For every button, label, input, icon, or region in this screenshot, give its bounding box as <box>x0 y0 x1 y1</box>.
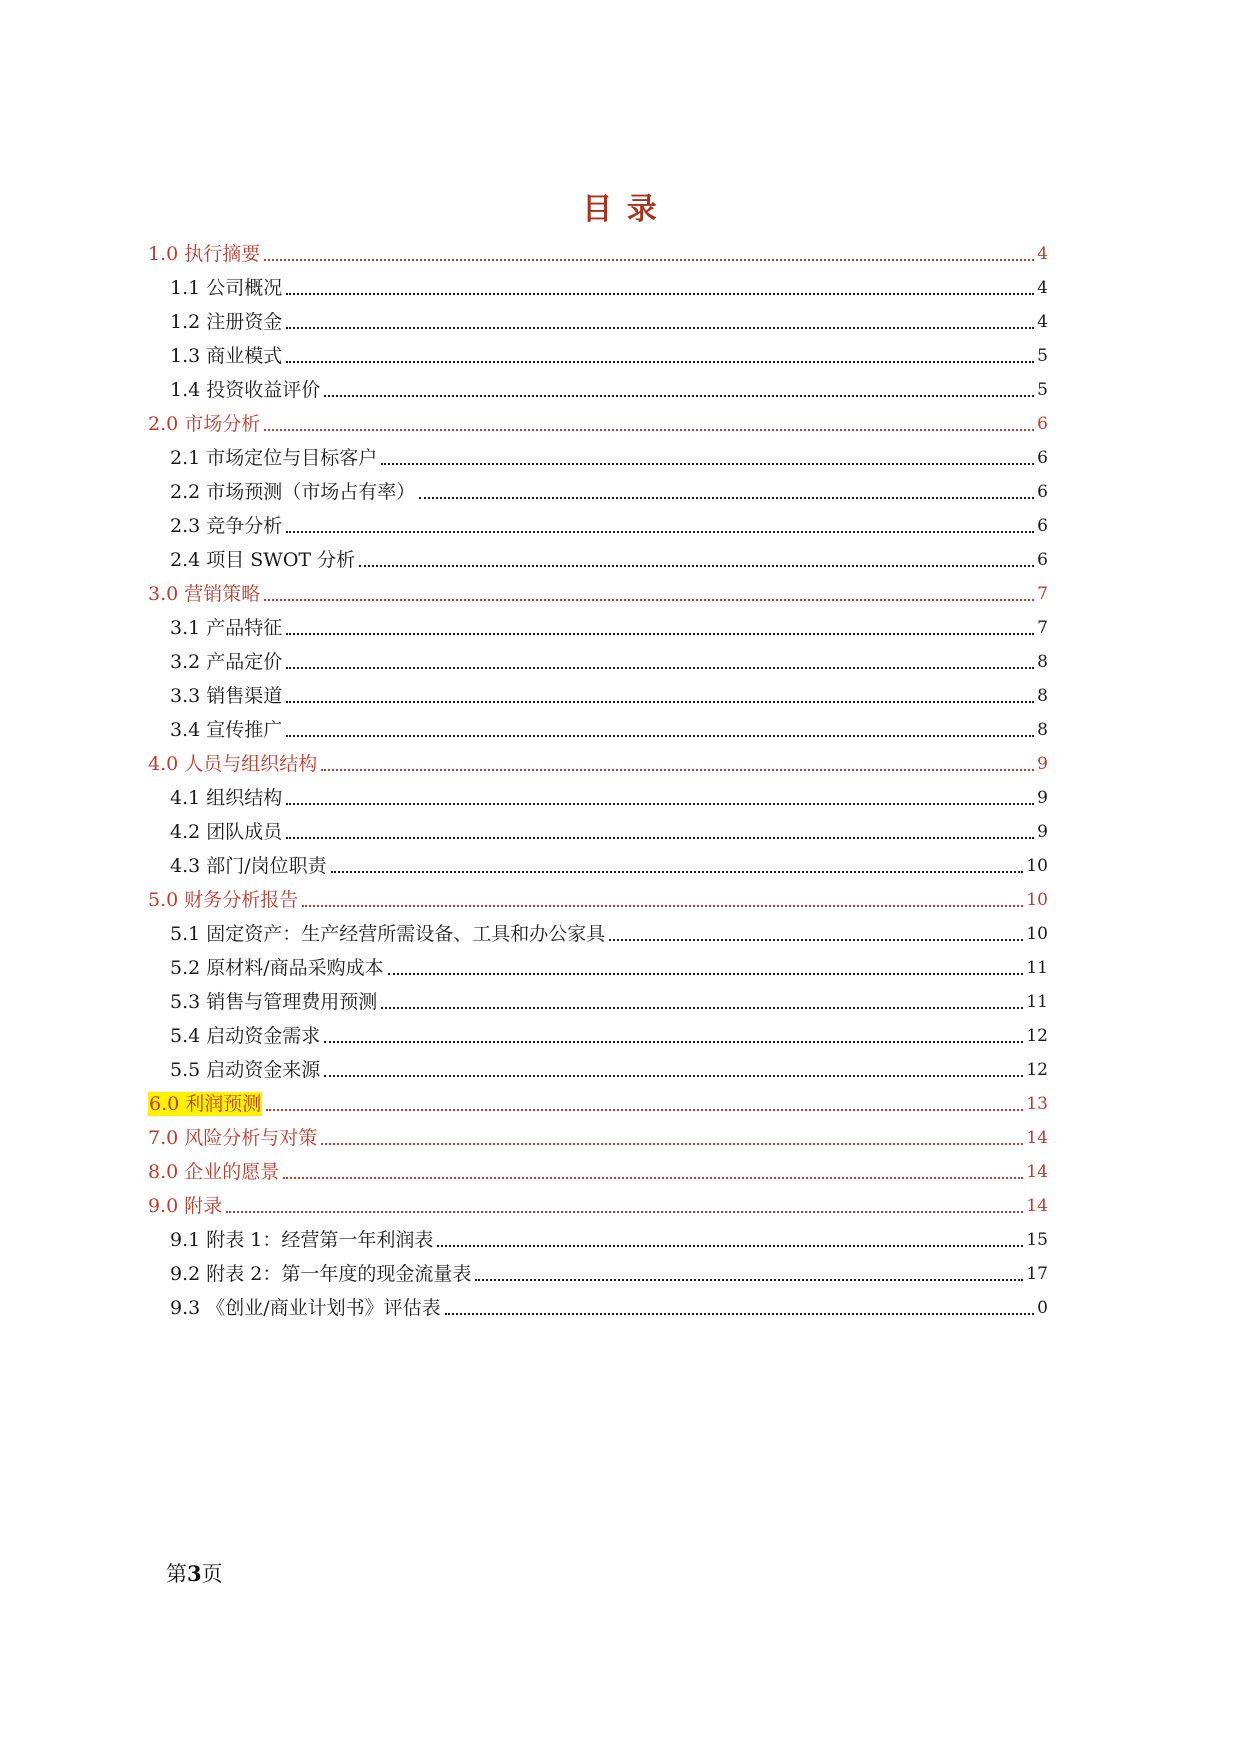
toc-entry-page-number: 12 <box>1026 1060 1048 1080</box>
toc-entry-page-number: 11 <box>1026 992 1048 1012</box>
toc-entry-page-number: 6 <box>1037 448 1048 468</box>
toc-entry-label: 8.0 企业的愿景 <box>148 1161 280 1183</box>
toc-dot-leader <box>286 293 1034 295</box>
toc-entry-page-number: 9 <box>1037 788 1048 808</box>
toc-dot-leader <box>302 905 1023 907</box>
toc-dot-leader <box>264 599 1034 601</box>
toc-section-entry[interactable] <box>148 470 1048 504</box>
toc-dot-leader <box>266 1109 1023 1111</box>
toc-entry-page-number: 6 <box>1037 414 1048 434</box>
toc-entry-label: 3.2 产品定价 <box>170 651 283 673</box>
toc-entry-label: 1.1 公司概况 <box>170 277 283 299</box>
toc-section-entry[interactable] <box>148 606 1048 640</box>
toc-section-entry[interactable] <box>148 1286 1048 1320</box>
toc-dot-leader <box>286 701 1034 703</box>
toc-dot-leader <box>286 837 1034 839</box>
toc-chapter-entry[interactable] <box>148 1184 1048 1218</box>
toc-entry-page-number: 4 <box>1037 278 1048 298</box>
toc-dot-leader <box>264 429 1034 431</box>
toc-chapter-entry[interactable] <box>148 1150 1048 1184</box>
toc-entry-label: 1.0 执行摘要 <box>148 243 261 265</box>
toc-entry-page-number: 7 <box>1037 618 1048 638</box>
page-title: 目 录 <box>582 192 659 227</box>
toc-entry-label: 1.3 商业模式 <box>170 345 283 367</box>
toc-dot-leader <box>286 327 1034 329</box>
toc-section-entry[interactable] <box>148 844 1048 878</box>
toc-entry-page-number: 14 <box>1026 1196 1048 1216</box>
toc-entry-label: 9.1 附表 1：经营第一年利润表 <box>170 1229 434 1251</box>
toc-entry-label: 4.3 部门/岗位职责 <box>170 855 327 877</box>
toc-dot-leader <box>321 1143 1023 1145</box>
toc-entry-page-number: 10 <box>1026 890 1048 910</box>
toc-entry-page-number: 10 <box>1026 856 1048 876</box>
toc-chapter-entry[interactable] <box>148 878 1048 912</box>
toc-dot-leader <box>445 1313 1035 1315</box>
toc-dot-leader <box>286 667 1034 669</box>
toc-dot-leader <box>286 633 1034 635</box>
footer-prefix: 第 <box>166 1562 187 1586</box>
toc-entry-label: 4.0 人员与组织结构 <box>148 753 318 775</box>
toc-entry-label: 5.1 固定资产：生产经营所需设备、工具和办公家具 <box>170 923 606 945</box>
toc-entry-label: 2.0 市场分析 <box>148 413 261 435</box>
toc-dot-leader <box>264 259 1034 261</box>
toc-chapter-entry[interactable] <box>148 572 1048 606</box>
toc-dot-leader <box>609 939 1023 941</box>
toc-section-entry[interactable] <box>148 980 1048 1014</box>
toc-section-entry[interactable] <box>148 1218 1048 1252</box>
toc-entry-page-number: 13 <box>1026 1094 1048 1114</box>
toc-dot-leader <box>324 1075 1023 1077</box>
toc-entry-label: 4.2 团队成员 <box>170 821 283 843</box>
toc-entry-label: 9.3 《创业/商业计划书》评估表 <box>170 1297 441 1319</box>
toc-entry-label: 5.5 启动资金来源 <box>170 1059 321 1081</box>
toc-dot-leader <box>324 395 1034 397</box>
toc-dot-leader <box>359 565 1034 567</box>
table-of-contents <box>148 232 1048 1320</box>
toc-dot-leader <box>324 1041 1023 1043</box>
toc-entry-page-number: 4 <box>1037 312 1048 332</box>
toc-section-entry[interactable] <box>148 1252 1048 1286</box>
toc-section-entry[interactable] <box>148 912 1048 946</box>
toc-entry-page-number: 8 <box>1037 720 1048 740</box>
toc-dot-leader <box>286 361 1034 363</box>
toc-entry-page-number: 11 <box>1026 958 1048 978</box>
toc-entry-label: 1.4 投资收益评价 <box>170 379 321 401</box>
toc-entry-page-number: 15 <box>1026 1230 1048 1250</box>
toc-entry-page-number: 8 <box>1037 686 1048 706</box>
toc-section-entry[interactable] <box>148 436 1048 470</box>
toc-dot-leader <box>437 1245 1023 1247</box>
toc-chapter-entry[interactable] <box>148 1116 1048 1150</box>
toc-entry-label: 3.0 营销策略 <box>148 583 261 605</box>
toc-entry-label: 3.4 宣传推广 <box>170 719 283 741</box>
toc-section-entry[interactable] <box>148 776 1048 810</box>
toc-section-entry[interactable] <box>148 810 1048 844</box>
page-footer <box>166 1558 223 1588</box>
toc-entry-page-number: 12 <box>1026 1026 1048 1046</box>
toc-entry-label: 3.3 销售渠道 <box>170 685 283 707</box>
toc-entry-page-number: 5 <box>1037 346 1048 366</box>
toc-chapter-entry[interactable] <box>148 232 1048 266</box>
toc-entry-page-number: 6 <box>1037 516 1048 536</box>
toc-dot-leader <box>331 871 1024 873</box>
toc-section-entry[interactable] <box>148 334 1048 368</box>
toc-section-entry[interactable] <box>148 708 1048 742</box>
toc-dot-leader <box>388 973 1024 975</box>
toc-entry-page-number: 4 <box>1037 244 1048 264</box>
toc-entry-label: 4.1 组织结构 <box>170 787 283 809</box>
toc-entry-page-number: 17 <box>1026 1264 1048 1284</box>
toc-dot-leader <box>286 531 1034 533</box>
toc-entry-label: 3.1 产品特征 <box>170 617 283 639</box>
toc-entry-label: 9.0 附录 <box>148 1195 223 1217</box>
toc-chapter-entry[interactable] <box>148 402 1048 436</box>
toc-entry-label: 2.4 项目 SWOT 分析 <box>170 549 356 571</box>
toc-entry-label: 1.2 注册资金 <box>170 311 283 333</box>
toc-entry-label: 2.1 市场定位与目标客户 <box>170 447 378 469</box>
toc-dot-leader <box>226 1211 1023 1213</box>
footer-page-number: 3 <box>187 1561 202 1586</box>
toc-entry-page-number: 8 <box>1037 652 1048 672</box>
toc-section-entry[interactable] <box>148 640 1048 674</box>
toc-entry-label: 2.2 市场预测（市场占有率） <box>170 481 416 503</box>
toc-section-entry[interactable] <box>148 946 1048 980</box>
toc-entry-label: 6.0 利润预测 <box>149 1093 262 1115</box>
footer-suffix: 页 <box>201 1562 223 1586</box>
toc-entry-label: 2.3 竞争分析 <box>170 515 283 537</box>
toc-entry-page-number: 14 <box>1026 1128 1048 1148</box>
toc-section-entry[interactable] <box>148 538 1048 572</box>
toc-dot-leader <box>286 803 1034 805</box>
toc-dot-leader <box>419 497 1034 499</box>
toc-dot-leader <box>381 463 1034 465</box>
toc-entry-page-number: 9 <box>1037 822 1048 842</box>
toc-section-entry[interactable] <box>148 300 1048 334</box>
toc-chapter-entry[interactable] <box>148 742 1048 776</box>
toc-dot-leader <box>475 1279 1023 1281</box>
toc-entry-page-number: 0 <box>1037 1298 1048 1318</box>
toc-section-entry[interactable] <box>148 674 1048 708</box>
toc-chapter-entry[interactable] <box>148 1082 1048 1116</box>
toc-entry-page-number: 6 <box>1037 482 1048 502</box>
toc-entry-page-number: 5 <box>1037 380 1048 400</box>
toc-entry-page-number: 7 <box>1037 584 1048 604</box>
toc-entry-page-number: 10 <box>1026 924 1048 944</box>
toc-section-entry[interactable] <box>148 1048 1048 1082</box>
toc-section-entry[interactable] <box>148 266 1048 300</box>
toc-section-entry[interactable] <box>148 504 1048 538</box>
toc-entry-page-number: 6 <box>1037 550 1048 570</box>
toc-entry-page-number: 14 <box>1026 1162 1048 1182</box>
toc-entry-label: 5.4 启动资金需求 <box>170 1025 321 1047</box>
toc-section-entry[interactable] <box>148 368 1048 402</box>
toc-entry-page-number: 9 <box>1037 754 1048 774</box>
toc-dot-leader <box>381 1007 1023 1009</box>
toc-entry-label: 5.3 销售与管理费用预测 <box>170 991 378 1013</box>
toc-entry-label: 7.0 风险分析与对策 <box>148 1127 318 1149</box>
toc-entry-label: 5.2 原材料/商品采购成本 <box>170 957 384 979</box>
toc-entry-label: 5.0 财务分析报告 <box>148 889 299 911</box>
toc-entry-label: 9.2 附表 2：第一年度的现金流量表 <box>170 1263 472 1285</box>
toc-dot-leader <box>283 1177 1023 1179</box>
toc-section-entry[interactable] <box>148 1014 1048 1048</box>
toc-dot-leader <box>286 735 1034 737</box>
toc-dot-leader <box>321 769 1034 771</box>
